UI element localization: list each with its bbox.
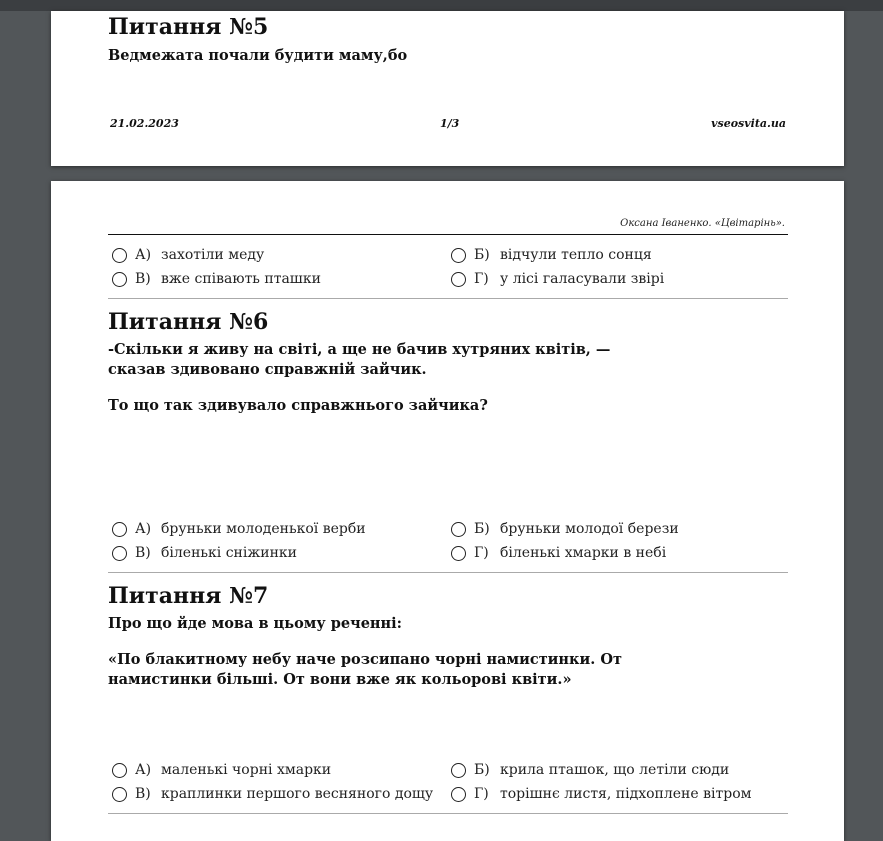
footer-date: 21.02.2023 xyxy=(110,117,179,130)
document-page-1 xyxy=(51,11,844,166)
radio-icon[interactable] xyxy=(451,787,466,802)
question-5 xyxy=(108,14,788,66)
question-5-title: Питання №5 xyxy=(108,14,269,40)
question-7-text: Про що йде мова в цьому реченні: xyxy=(108,615,403,632)
q7-option-b[interactable]: Б) крила пташок, що летіли сюди xyxy=(451,759,729,781)
radio-icon[interactable] xyxy=(112,787,127,802)
document-page-2 xyxy=(51,181,844,841)
question-7-quote-line1: «По блакитному небу наче розсипано чорні намистинки. От xyxy=(108,651,622,668)
q6-option-d[interactable]: Г) біленькі хмарки в небі xyxy=(451,542,666,564)
radio-icon[interactable] xyxy=(451,248,466,263)
page-footer xyxy=(110,117,786,133)
radio-icon[interactable] xyxy=(451,763,466,778)
radio-icon[interactable] xyxy=(112,546,127,561)
q7-option-a[interactable]: А) маленькі чорні хмарки xyxy=(112,759,331,781)
question-7 xyxy=(108,583,788,690)
q5-option-c[interactable]: В) вже співають пташки xyxy=(112,268,321,290)
question-6-text-line1: -Скільки я живу на світі, а ще не бачив хутряних квітів, — xyxy=(108,341,611,358)
radio-icon[interactable] xyxy=(451,522,466,537)
question-7-title: Питання №7 xyxy=(108,583,269,609)
q5-option-d[interactable]: Г) у лісі галасували звірі xyxy=(451,268,664,290)
question-separator xyxy=(108,572,788,573)
q6-option-b[interactable]: Б) бруньки молодої берези xyxy=(451,518,679,540)
radio-icon[interactable] xyxy=(112,763,127,778)
question-7-quote-line2: намистинки більші. От вони вже як кольорові квіти.» xyxy=(108,671,572,688)
question-6-title: Питання №6 xyxy=(108,309,269,335)
q5-option-b[interactable]: Б) відчули тепло сонця xyxy=(451,244,652,266)
footer-site: vseosvita.ua xyxy=(711,117,786,130)
question-6 xyxy=(108,309,788,416)
question-separator xyxy=(108,813,788,814)
footer-page-counter: 1/3 xyxy=(440,117,460,130)
radio-icon[interactable] xyxy=(451,546,466,561)
question-separator xyxy=(108,298,788,299)
radio-icon[interactable] xyxy=(112,272,127,287)
q7-option-d[interactable]: Г) торішнє листя, підхоплене вітром xyxy=(451,783,752,805)
q6-option-a[interactable]: А) бруньки молоденької верби xyxy=(112,518,366,540)
radio-icon[interactable] xyxy=(112,522,127,537)
question-6-text-line2: сказав здивовано справжній зайчик. xyxy=(108,361,427,378)
q5-option-a[interactable]: А) захотіли меду xyxy=(112,244,264,266)
q7-option-c[interactable]: В) краплинки першого весняного дощу xyxy=(112,783,433,805)
question-5-text: Ведмежата почали будити маму,бо xyxy=(108,47,408,64)
header-rule xyxy=(108,234,788,235)
viewer-toolbar xyxy=(0,0,883,11)
text-source: Оксана Іваненко. «Цвітарінь». xyxy=(620,218,785,229)
q6-option-c[interactable]: В) біленькі сніжинки xyxy=(112,542,297,564)
radio-icon[interactable] xyxy=(451,272,466,287)
question-6-prompt: То що так здивувало справжнього зайчика? xyxy=(108,397,488,414)
radio-icon[interactable] xyxy=(112,248,127,263)
